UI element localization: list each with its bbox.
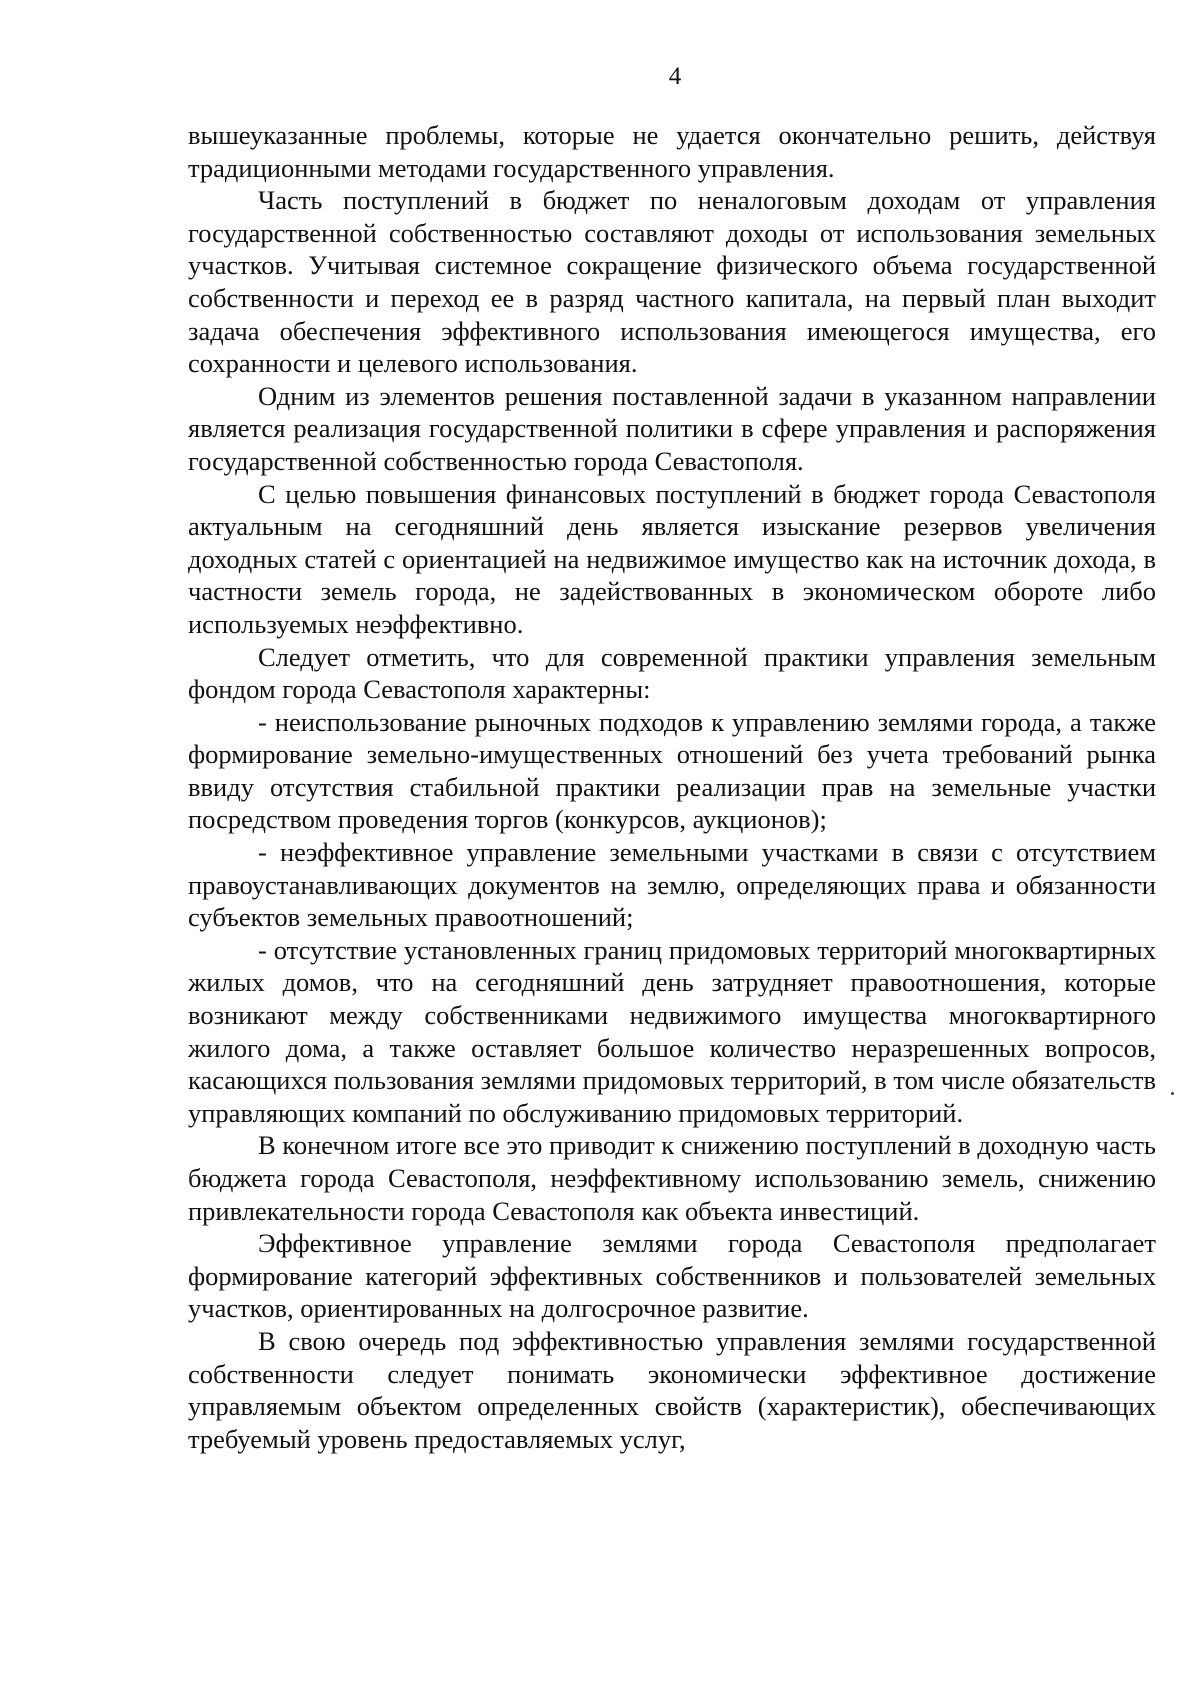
scan-speck — [1171, 1092, 1174, 1095]
paragraph-nontax-revenue: Часть поступлений в бюджет по неналоговым доходам от управления государственной собственностью составляют доходы от использования земельных участков. Учитывая системное сокращение физического объема государственной собственности и переход ее в разряд частного капитала, на первый план выходит задача обеспечения эффективного использования имеющегося имущества, его сохранности и целевого использования. — [188, 185, 1156, 379]
list-item-market-approaches: - неиспользование рыночных подходов к управлению землями города, а также формирование земельно-имущественных отношений без учета требований рынка ввиду отсутствия стабильной практики реализации прав на земельные участки посредством проведения торгов (конкурсов, аукционов); — [188, 706, 1156, 835]
paragraph-land-fund-characteristics: Следует отметить, что для современной практики управления земельным фондом города Севастополя характерны: — [188, 641, 1156, 705]
list-item-title-documents: - неэффективное управление земельными участками в связи с отсутствием правоустанавливающих документов на землю, определяющих права и обязанности субъектов земельных правоотношений; — [188, 837, 1156, 933]
document-body — [188, 119, 1156, 1455]
paragraph-efficiency-definition: В свою очередь под эффективностью управления землями государственной собственности следует понимать экономически эффективное достижение управляемым объектом определенных свойств (характеристик), обеспечивающих требуемый уровень предоставляемых услуг, — [188, 1325, 1156, 1454]
paragraph-consequences: В конечном итоге все это приводит к снижению поступлений в доходную часть бюджета города Севастополя, неэффективному использованию земель, снижению привлекательности города Севастополя как объекта инвестиций. — [188, 1130, 1156, 1226]
paragraph-effective-management: Эффективное управление землями города Севастополя предполагает формирование категорий эффективных собственников и пользователей земельных участков, ориентированных на долгосрочное развитие. — [188, 1228, 1156, 1324]
paragraph-revenue-reserves: С целью повышения финансовых поступлений в бюджет города Севастополя актуальным на сегодняшний день является изыскание резервов увеличения доходных статей с ориентацией на недвижимое имущество как на источник дохода, в частности земель города, не задействованных в экономическом обороте либо используемых неэффективно. — [188, 478, 1156, 639]
paragraph-state-policy: Одним из элементов решения поставленной задачи в указанном направлении является реализация государственной политики в сфере управления и распоряжения государственной собственностью города Севастополя. — [188, 380, 1156, 476]
list-item-adjacent-territories: - отсутствие установленных границ придомовых территорий многоквартирных жилых домов, что на сегодняшний день затрудняет правоотношения, которые возникают между собственниками недвижимого имущества многоквартирного жилого дома, а также оставляет большое количество неразрешенных вопросов, касающихся пользования землями придомовых территорий, в том числе обязательств управляющих компаний по обслуживанию придомовых территорий. — [188, 934, 1156, 1128]
paragraph-continuation: вышеуказанные проблемы, которые не удается окончательно решить, действуя традиционными методами государственного управления. — [188, 120, 1156, 183]
page-number: 4 — [668, 63, 682, 90]
